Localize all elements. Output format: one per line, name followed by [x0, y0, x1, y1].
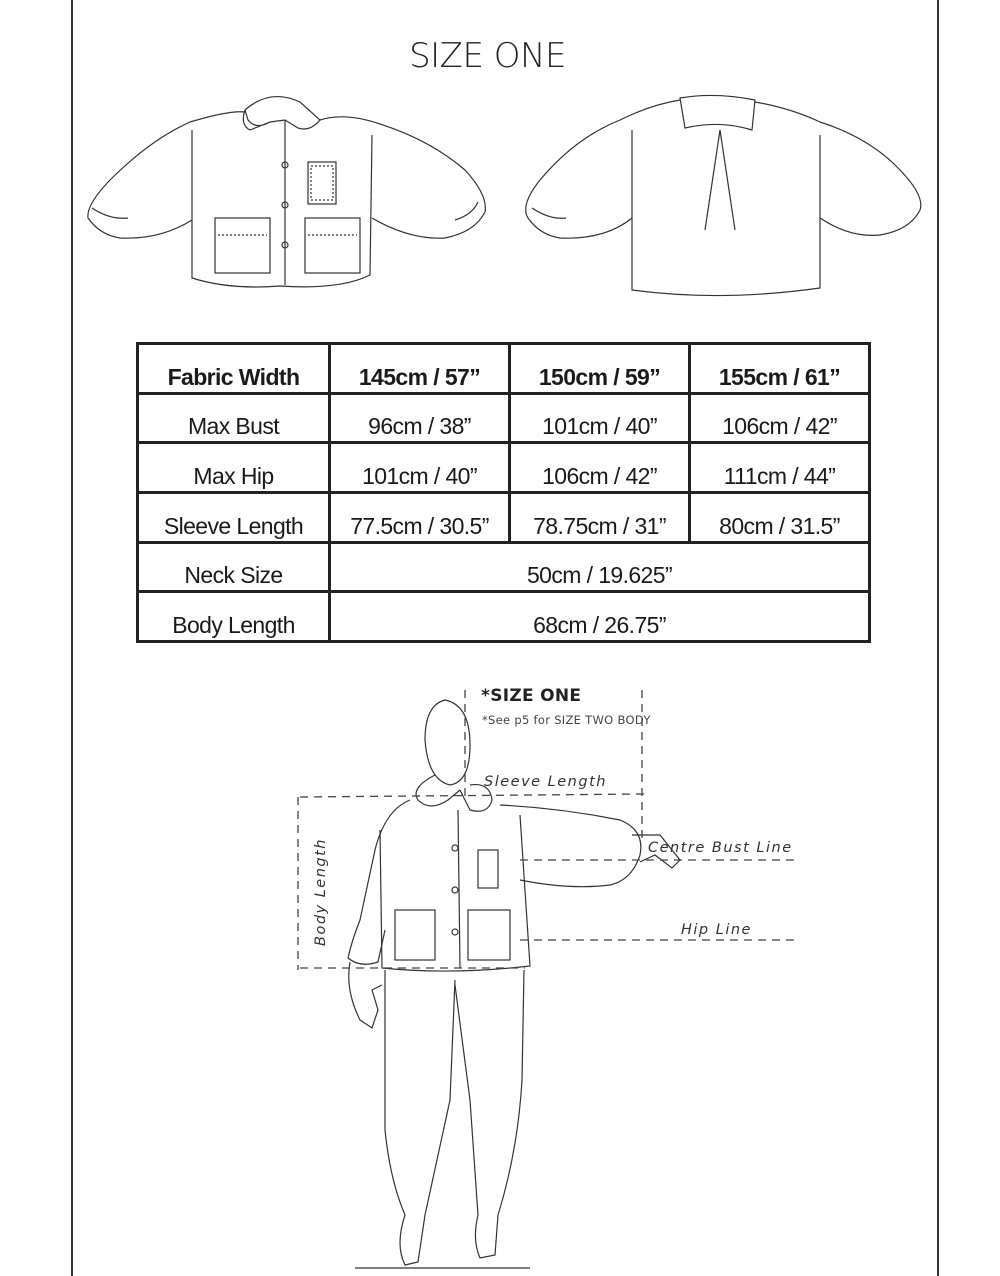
- hip-line-label: Hip Line: [681, 922, 752, 938]
- centre-bust-line-label: Centre Bust Line: [648, 840, 793, 856]
- table-row-label: Max Hip: [138, 443, 330, 493]
- sleeve-length-label: Sleeve Length: [484, 774, 607, 790]
- table-cell: 80cm / 31.5”: [690, 492, 870, 542]
- table-header-cell: 145cm / 57”: [330, 344, 510, 394]
- table-row-label: Neck Size: [138, 542, 330, 592]
- page-title: SIZE ONE: [409, 36, 566, 76]
- table-cell: 77.5cm / 30.5”: [330, 492, 510, 542]
- table-cell-merged: 68cm / 26.75”: [330, 592, 870, 642]
- table-row-label: Sleeve Length: [138, 492, 330, 542]
- table-cell: 111cm / 44”: [690, 443, 870, 493]
- figure-size-subnote: *See p5 for SIZE TWO BODY: [482, 713, 651, 727]
- body-length-label: Body Length: [312, 838, 329, 946]
- table-header-cell: 150cm / 59”: [510, 344, 690, 394]
- table-cell: 106cm / 42”: [510, 443, 690, 493]
- table-row-label: Max Bust: [138, 393, 330, 443]
- table-header-cell: 155cm / 61”: [690, 344, 870, 394]
- table-row-label: Body Length: [138, 592, 330, 642]
- table-cell-merged: 50cm / 19.625”: [330, 542, 870, 592]
- table-header-cell: Fabric Width: [138, 344, 330, 394]
- figure-size-note: *SIZE ONE: [481, 686, 582, 706]
- table-cell: 78.75cm / 31”: [510, 492, 690, 542]
- table-cell: 101cm / 40”: [510, 393, 690, 443]
- table-cell: 101cm / 40”: [330, 443, 510, 493]
- table-cell: 106cm / 42”: [690, 393, 870, 443]
- table-cell: 96cm / 38”: [330, 393, 510, 443]
